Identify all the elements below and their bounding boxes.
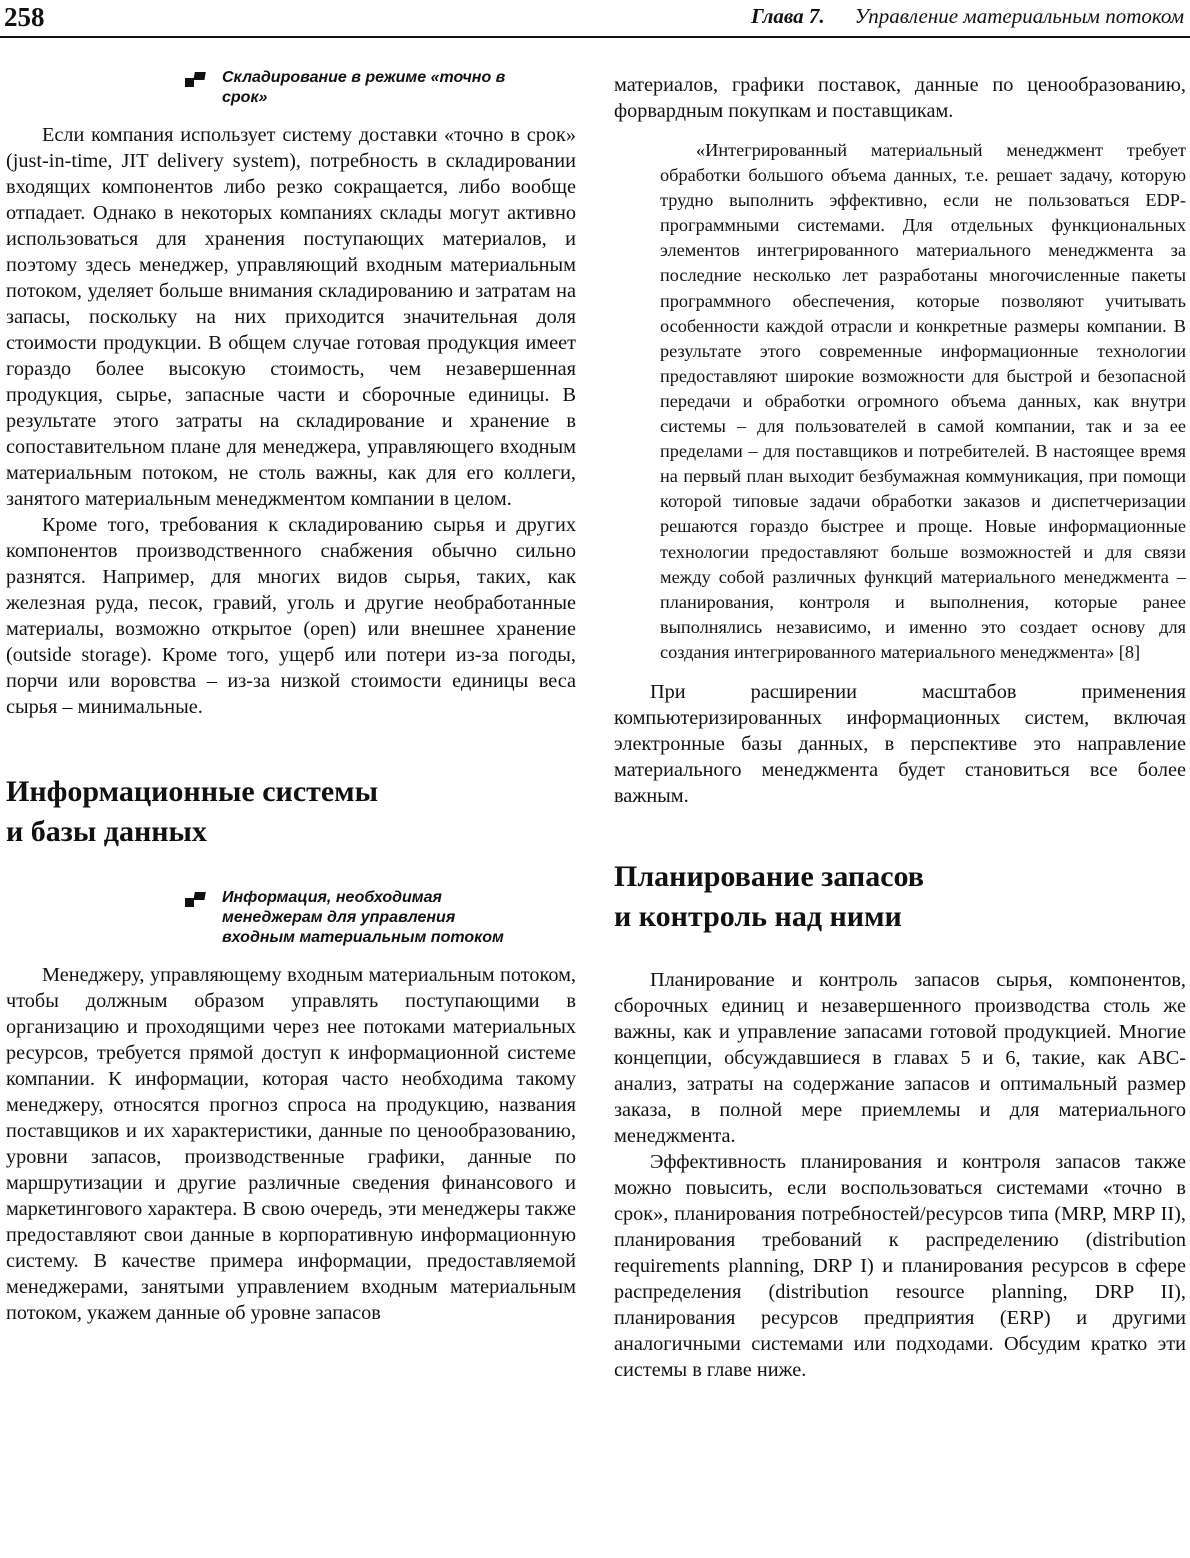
chapter-label: Глава 7.: [751, 4, 825, 28]
paragraph: материалов, графики поставок, данные по ценообразованию, форвардным покупкам и поставщикам.: [614, 74, 1186, 122]
paragraph: При расширении масштабов применения компьютеризированных информационных систем, включая электронные базы данных, в перспективе это направление материального менеджмента будет становиться все более важным.: [614, 680, 1186, 807]
running-header: [0, 0, 1190, 38]
section-heading-inventory-planning: Планирование запасов и контроль над ними: [614, 859, 924, 933]
paragraph: Кроме того, требования к складированию сырья и других компонентов производственного снабжения обычно сильно разнятся. Например, для многих видов сырья, таких, как железная руда, песок, гравий, уголь и другие необработанные материалы, возможно открытое (open) или внешнее хранение (outside storage). Кроме того, ущерб или потери из-за погоды, порчи или воровства – из-за низкой стоимости единицы веса сырья – минимальные.: [6, 514, 576, 718]
right-column: [614, 72, 1186, 1383]
block-quote: «Интегрированный материальный менеджмент требует обработки большого объема данных, т.е. решает задачу, которую трудно выполнить эффективно, если не пользоваться EDP-программными системами. Для отдельных функциональных элементов интегрированного материального менеджмента за последние несколько лет разработаны многочисленные пакеты программного обеспечения, которые позволяют учитывать особенности каждой отрасли и конкретные размеры компании. В результате этого современные информационные технологии предоставляют широкие возможности для быстрой и безопасной передачи и обработки огромного объема данных, как внутри системы – для пользователей в самой компании, так и за ее пределами – для поставщиков и потребителей. В настоящее время на первый план выходит безбумажная коммуникация, при помощи которой типовые задачи обработки заказов и диспетчеризации решаются гораздо быстрее и проще. Новые информационные технологии предоставляют больше возможностей и для связи между собой различных функций материального менеджмента – планирования, контроля и выполнения, которые ранее выполнялись независимо, и именно это создает основу для создания интегрированного материального менеджмента» [8]: [660, 140, 1186, 662]
section-bullet-icon: [184, 71, 208, 87]
paragraph: Эффективность планирования и контроля запасов также можно повысить, если воспользоваться системами «точно в срок», планирования потребностей/ресурсов типа (MRP, MRP II), планирования требований к распределению (distribution requirements planning, DRP I) и планирования ресурсов в сфере распределения (distribution resource planning, DRP II), планирования ресурсов предприятия (ERP) и другими аналогичными системами или подходами. Обсудим кратко эти системы в главе ниже.: [614, 1150, 1186, 1381]
left-column: [6, 68, 576, 1326]
paragraph: Если компания использует систему доставки «точно в срок» (just-in-time, JIT delivery system), потребность в складировании входящих компонентов либо резко сокращается, либо вообще отпадает. Однако в некоторых компаниях склады могут активно использоваться для хранения поступающих материалов, и поэтому здесь менеджер, управляющий входным материальным потоком, уделяет больше внимания складированию и затратам на запасы, поскольку на них приходится значительная доля стоимости продукции. В общем случае готовая продукция имеет гораздо более высокую стоимость, чем незавершенная продукция, сырье, запасные части и сборочные единицы. В результате этого затраты на складирование и хранение в сопоставительном плане для менеджера, управляющего входным материальным потоком, не столь важны, как для его коллеги, занятого материальным менеджментом компании в целом.: [6, 124, 576, 510]
subheading-jit: Складирование в режиме «точно в срок»: [222, 68, 522, 108]
running-title: [751, 4, 1184, 29]
chapter-title: Управление материальным потоком: [854, 4, 1184, 28]
section-bullet-icon: [184, 891, 208, 907]
subheading-information: Информация, необходимая менеджерам для управления входным материальным потоком: [222, 888, 522, 948]
section-heading-info-systems: Информационные системы и базы данных: [6, 775, 379, 848]
paragraph: Менеджеру, управляющему входным материальным потоком, чтобы должным образом управлять поступающими в организацию и проходящими через нее потоками материальных ресурсов, требуется прямой доступ к информационной системе компании. К информации, которая часто необходима такому менеджеру, относятся прогноз спроса на продукцию, названия поставщиков и их характеристики, данные по ценообразованию, уровни запасов, производственные графики, данные по маршрутизации и другие различные сведения финансового и маркетингового характера. В свою очередь, эти менеджеры также предоставляют свои данные в корпоративную информационную систему. В качестве примера информации, предоставляемой менеджерами, занятыми управлением входным материальным потоком, укажем данные об уровне запасов: [6, 964, 576, 1324]
paragraph: Планирование и контроль запасов сырья, компонентов, сборочных единиц и незавершенного производства столь же важны, как и управление запасами готовой продукцией. Многие концепции, обсуждавшиеся в главах 5 и 6, такие, как ABC-анализ, затраты на содержание запасов и оптимальный размер заказа, в полной мере приемлемы и для материального менеджмента.: [614, 968, 1186, 1147]
page-number: 258: [4, 2, 45, 32]
